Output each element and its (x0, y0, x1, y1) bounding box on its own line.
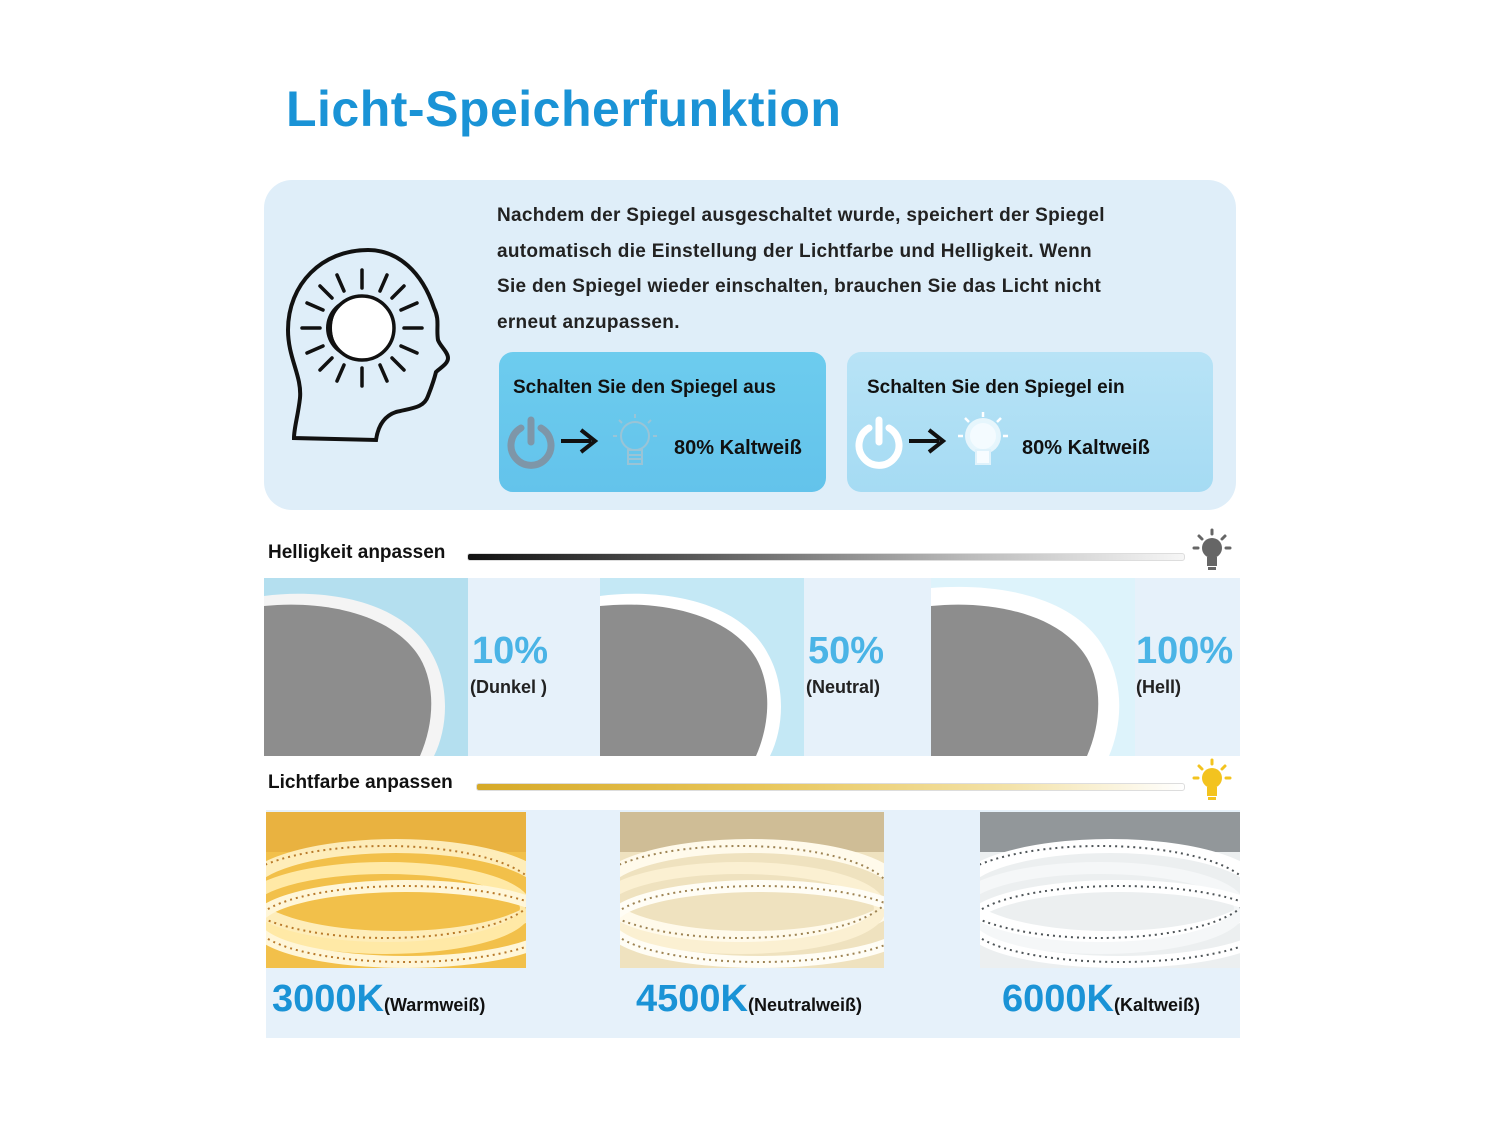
arrow-right-icon (559, 426, 599, 456)
kelvin-3000 (272, 978, 485, 1021)
head-memory-icon (284, 248, 454, 443)
mirror-brightness-10 (264, 578, 468, 756)
kelvin-4500 (636, 978, 862, 1021)
light-bulb-icon (607, 412, 663, 478)
brightness-desc-100: (Hell) (1136, 677, 1181, 697)
intro-panel (264, 180, 1236, 510)
intro-line: Nachdem der Spiegel ausgeschaltet wurde, speichert der Spiegel (497, 205, 1105, 226)
light-bulb-icon (955, 412, 1011, 478)
mirror-brightness-100 (931, 578, 1135, 756)
led-strip-6000k (980, 812, 1240, 968)
brightness-value-100: 100% (1136, 630, 1234, 672)
kelvin-value: 6000K (1002, 978, 1114, 1020)
kelvin-desc: (Neutralweiß) (747, 995, 862, 1015)
brightness-value-50: 50% (808, 630, 885, 672)
brightness-value-10: 10% (472, 630, 549, 672)
kelvin-value: 4500K (636, 978, 748, 1020)
intro-text (497, 198, 1217, 340)
color-gradient-bar (476, 783, 1185, 791)
brightness-gradient-bar (467, 553, 1185, 561)
card-on-label: Schalten Sie den Spiegel ein (867, 377, 1125, 398)
power-icon (503, 414, 559, 470)
mirror-brightness-50 (600, 578, 804, 756)
led-strip-4500k (620, 812, 884, 968)
kelvin-6000 (1002, 978, 1200, 1021)
brightness-label: Helligkeit anpassen (268, 542, 446, 563)
intro-line: erneut anzupassen. (497, 311, 680, 333)
brightness-desc-50: (Neutral) (806, 677, 881, 697)
card-mirror-off (499, 352, 826, 492)
brightness-desc-10: (Dunkel ) (470, 677, 548, 697)
light-bulb-icon (1188, 758, 1236, 806)
power-icon (851, 414, 907, 470)
kelvin-desc: (Kaltweiß) (1113, 995, 1200, 1015)
light-bulb-icon (1188, 528, 1236, 576)
intro-line: automatisch die Einstellung der Lichtfarbe und Helligkeit. Wenn (497, 240, 1092, 262)
card-on-value: 80% Kaltweiß (1022, 437, 1150, 459)
intro-line: Sie den Spiegel wieder einschalten, brauchen Sie das Licht nicht (497, 276, 1102, 297)
led-strip-3000k (266, 812, 526, 968)
arrow-right-icon (907, 426, 947, 456)
card-mirror-on (847, 352, 1213, 492)
color-label: Lichtfarbe anpassen (268, 772, 453, 793)
kelvin-desc: (Warmweiß) (383, 995, 486, 1015)
page-title: Licht-Speicherfunktion (286, 81, 842, 137)
brightness-row (264, 578, 1240, 756)
kelvin-value: 3000K (272, 978, 384, 1020)
card-off-value: 80% Kaltweiß (674, 437, 802, 459)
infographic (262, 80, 1240, 1040)
card-off-label: Schalten Sie den Spiegel aus (513, 377, 776, 398)
color-temperature-row (266, 810, 1240, 1038)
